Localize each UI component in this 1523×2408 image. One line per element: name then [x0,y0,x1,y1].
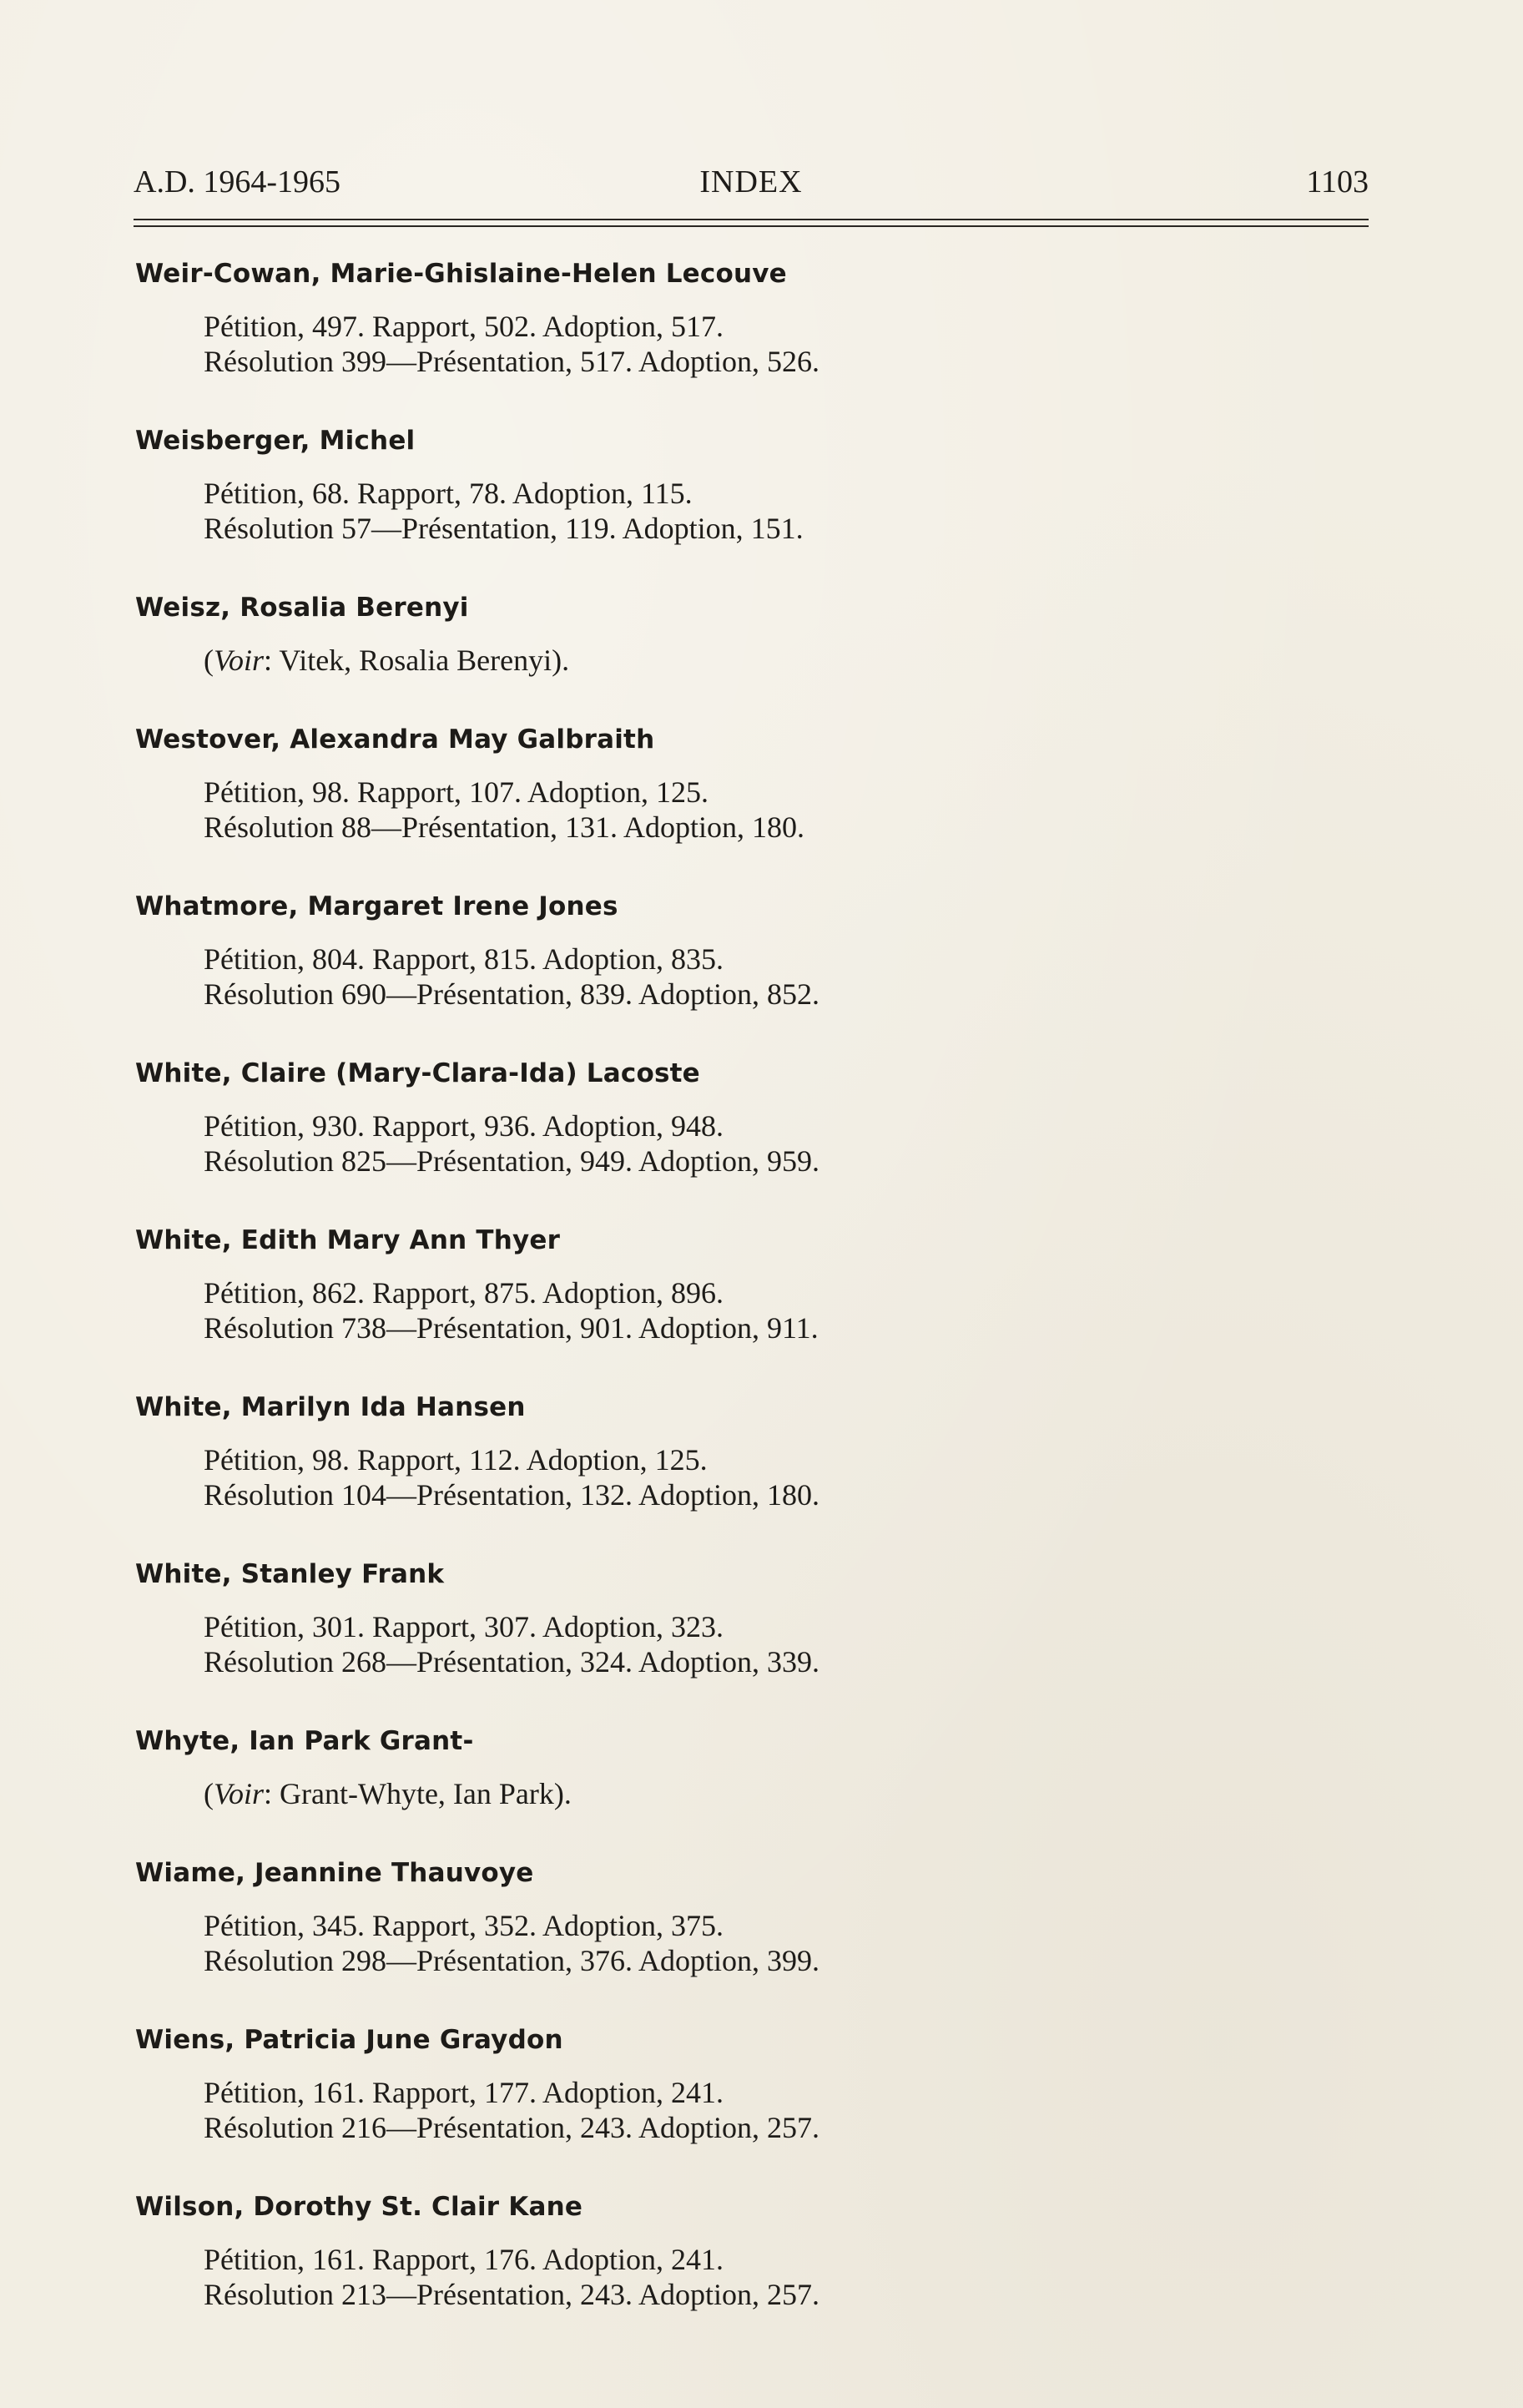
entry-resolution-line: Résolution 88—Présentation, 131. Adoption, 180. [204,810,804,844]
index-entry [135,723,1354,845]
index-entry [135,1557,1354,1679]
entry-name: Wiame, Jeannine Thauvoye [135,1858,534,1888]
index-entry [135,257,1354,379]
entry-petition-line: Pétition, 161. Rapport, 177. Adoption, 241. [204,2076,724,2109]
entry-resolution-line: Résolution 298—Présentation, 376. Adoption, 399. [204,1944,819,1977]
header-years: A.D. 1964-1965 [134,164,341,199]
entry-petition-line: Pétition, 862. Rapport, 875. Adoption, 896. [204,1276,724,1310]
entry-name: Westover, Alexandra May Galbraith [135,724,655,755]
index-entry [135,2190,1354,2312]
index-entry [135,424,1354,546]
entry-petition-line: Pétition, 301. Rapport, 307. Adoption, 323. [204,1610,724,1643]
entry-petition-line: Pétition, 497. Rapport, 502. Adoption, 517. [204,310,724,343]
entry-name: Whyte, Ian Park Grant- [135,1726,474,1756]
page-header [134,164,1369,205]
entry-resolution-line: Résolution 216—Présentation, 243. Adoption, 257. [204,2111,819,2144]
entry-petition-line: Pétition, 98. Rapport, 107. Adoption, 125. [204,775,709,809]
index-entries [135,257,1354,2357]
see-label: Voir [214,1777,265,1810]
index-entry [135,2023,1354,2145]
header-title: INDEX [699,164,803,199]
entry-name: Wiens, Patricia June Graydon [135,2025,563,2055]
index-entry [135,890,1354,1012]
index-entry [135,1057,1354,1179]
index-entry [135,1856,1354,1978]
entry-name: Weisberger, Michel [135,426,416,456]
entry-petition-line: Pétition, 98. Rapport, 112. Adoption, 125. [204,1443,708,1477]
index-entry [135,1724,1354,1811]
header-rule-top [134,219,1369,220]
entry-name: Whatmore, Margaret Irene Jones [135,891,618,921]
entry-resolution-line: Résolution 690—Présentation, 839. Adoption, 852. [204,977,819,1011]
page-number: 1103 [1306,164,1369,199]
entry-see-reference: (Voir: Grant-Whyte, Ian Park). [204,1777,572,1810]
entry-resolution-line: Résolution 738—Présentation, 901. Adoption, 911. [204,1311,819,1345]
entry-name: Weisz, Rosalia Berenyi [135,593,469,623]
index-entry [135,1224,1354,1345]
entry-resolution-line: Résolution 57—Présentation, 119. Adoption, 151. [204,512,804,545]
entry-petition-line: Pétition, 68. Rapport, 78. Adoption, 115. [204,477,693,510]
entry-resolution-line: Résolution 213—Présentation, 243. Adoption, 257. [204,2278,819,2311]
see-target: : Grant-Whyte, Ian Park). [264,1777,572,1810]
entry-petition-line: Pétition, 345. Rapport, 352. Adoption, 375. [204,1909,724,1942]
entry-resolution-line: Résolution 268—Présentation, 324. Adoption, 339. [204,1645,819,1679]
entry-name: White, Claire (Mary-Clara-Ida) Lacoste [135,1058,700,1088]
see-target: : Vitek, Rosalia Berenyi). [264,644,570,677]
entry-resolution-line: Résolution 399—Présentation, 517. Adoption, 526. [204,345,819,378]
header-rule-bottom [134,225,1369,227]
entry-petition-line: Pétition, 930. Rapport, 936. Adoption, 948. [204,1109,724,1143]
entry-name: Wilson, Dorothy St. Clair Kane [135,2192,583,2222]
entry-name: Weir-Cowan, Marie-Ghislaine-Helen Lecouve [135,259,787,289]
entry-name: White, Stanley Frank [135,1559,445,1589]
entry-see-reference: (Voir: Vitek, Rosalia Berenyi). [204,644,570,677]
entry-petition-line: Pétition, 804. Rapport, 815. Adoption, 835. [204,942,724,976]
entry-petition-line: Pétition, 161. Rapport, 176. Adoption, 241. [204,2243,724,2276]
index-entry [135,1391,1354,1512]
entry-name: White, Edith Mary Ann Thyer [135,1225,561,1255]
entry-name: White, Marilyn Ida Hansen [135,1392,526,1422]
entry-resolution-line: Résolution 825—Présentation, 949. Adoption, 959. [204,1144,819,1178]
index-entry [135,591,1354,678]
see-label: Voir [214,644,265,677]
entry-resolution-line: Résolution 104—Présentation, 132. Adoption, 180. [204,1478,819,1512]
